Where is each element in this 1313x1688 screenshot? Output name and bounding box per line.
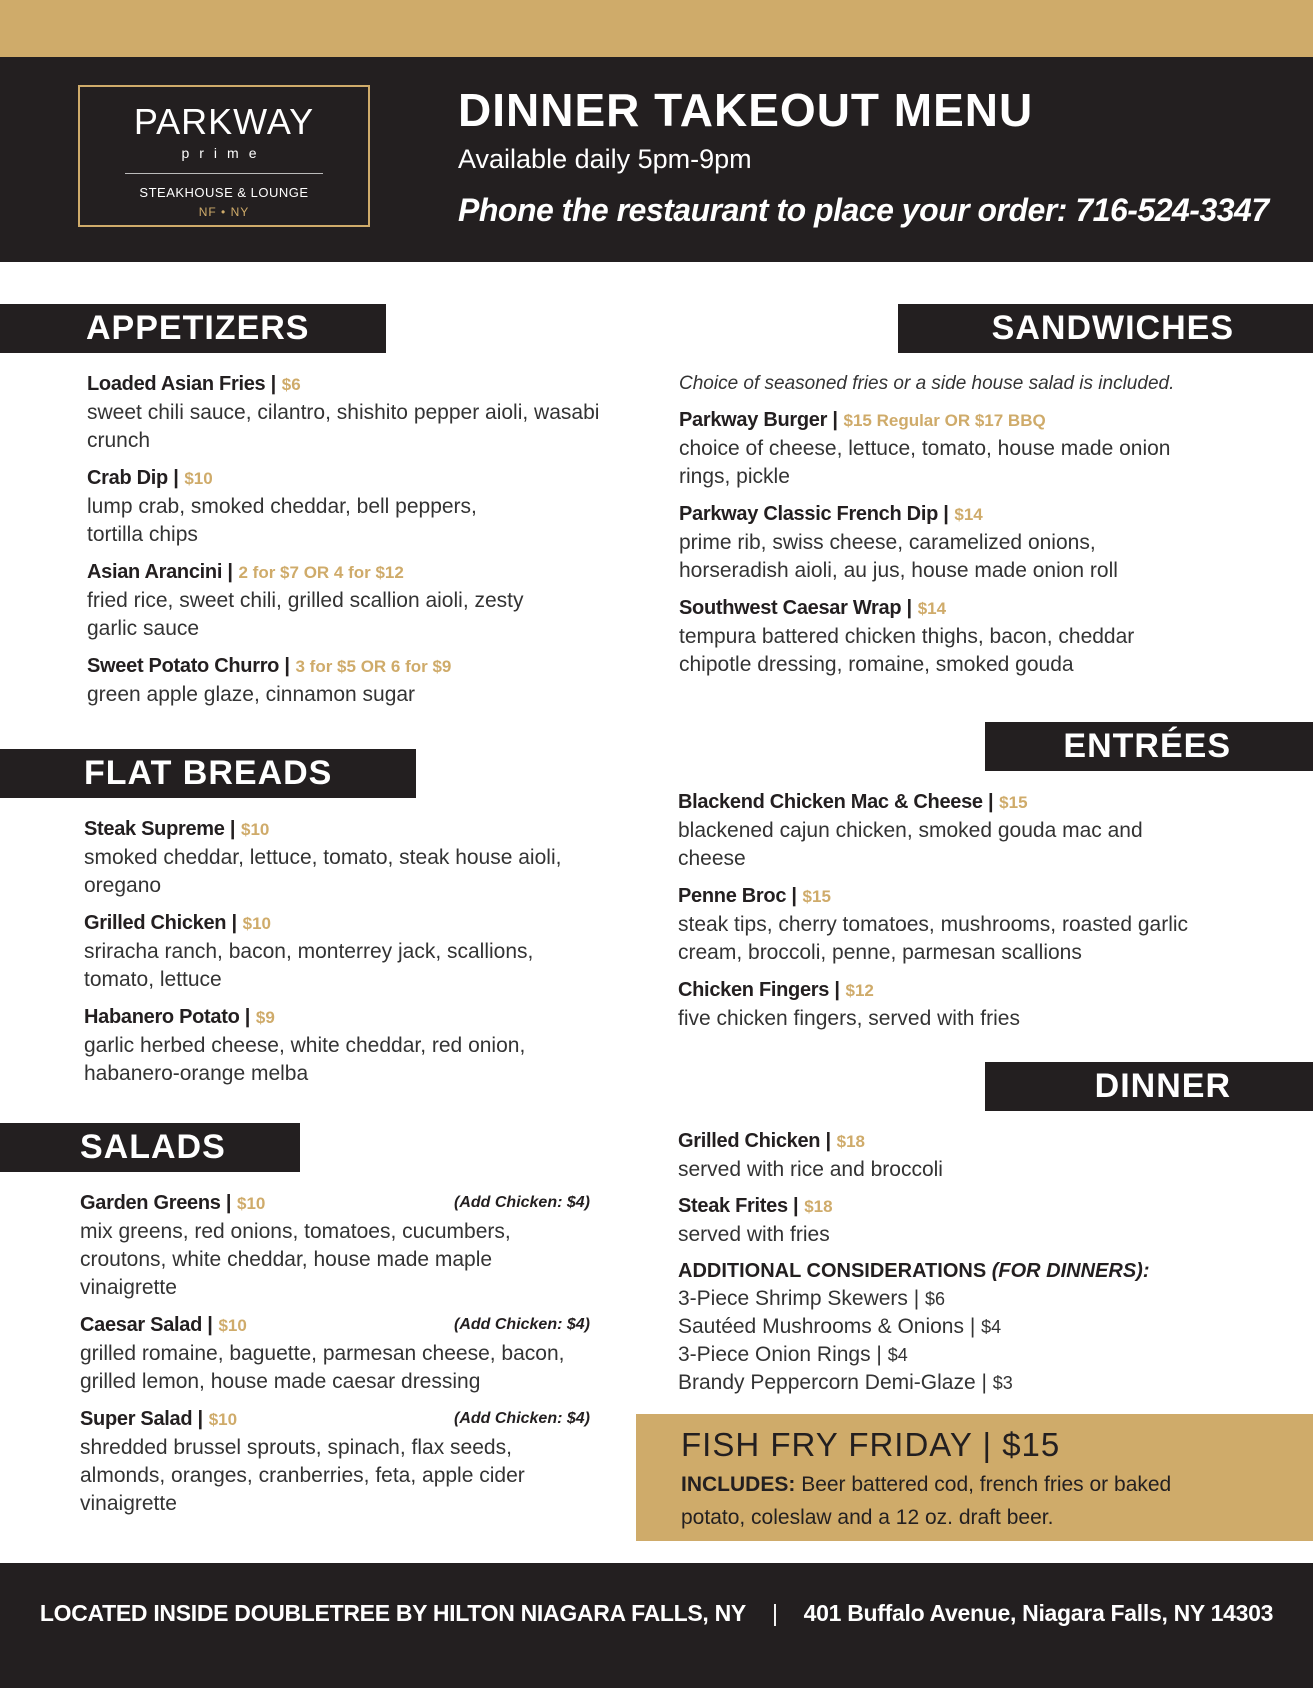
item-price: $10 — [237, 1194, 266, 1213]
menu-item — [87, 370, 627, 455]
item-name: Garden Greens | — [80, 1192, 232, 1214]
item-description: sriracha ranch, bacon, monterrey jack, scallions, tomato, lettuce — [84, 940, 534, 991]
item-price: $15 — [802, 887, 831, 906]
additional-heading-qualifier: (FOR DINNERS): — [991, 1260, 1150, 1282]
item-price: $12 — [845, 981, 874, 1000]
item-description: tempura battered chicken thighs, bacon, cheddar chipotle dressing, romaine, smoked gouda — [679, 625, 1135, 676]
item-description: sweet chili sauce, cilantro, shishito pepper aioli, wasabi crunch — [87, 401, 600, 452]
addon-item — [678, 1285, 1218, 1313]
item-price: $18 — [804, 1197, 833, 1216]
addon-item — [678, 1341, 1218, 1369]
item-description: five chicken fingers, served with fries — [678, 1007, 1020, 1030]
footer-separator: | — [771, 1600, 778, 1626]
menu-item — [678, 976, 1218, 1033]
item-price: $14 — [917, 599, 947, 618]
fish-fry-title: FISH FRY FRIDAY | $15 — [681, 1426, 1061, 1463]
logo-tagline: STEAKHOUSE & LOUNGE — [139, 185, 309, 200]
addon-price: $3 — [992, 1373, 1013, 1393]
section-header-sandwiches: SANDWICHES — [898, 304, 1313, 353]
item-name: Crab Dip | — [87, 467, 179, 489]
section-header-salads: SALADS — [0, 1123, 300, 1172]
add-chicken-note: (Add Chicken: $4) — [453, 1194, 590, 1211]
item-description: shredded brussel sprouts, spinach, flax seeds, almonds, oranges, cranberries, feta, apple cider vinaigrette — [80, 1436, 525, 1515]
menu-item — [87, 464, 627, 549]
page-title: DINNER TAKEOUT MENU — [458, 84, 1034, 136]
item-price: $9 — [255, 1008, 275, 1027]
salads-list — [80, 1189, 590, 1527]
menu-item — [80, 1311, 590, 1396]
logo-sub: prime — [181, 145, 267, 161]
appetizers-list — [87, 370, 627, 718]
item-description: steak tips, cherry tomatoes, mushrooms, roasted garlic cream, broccoli, penne, parmesan scallions — [678, 913, 1189, 964]
logo-divider — [125, 173, 323, 174]
item-description: mix greens, red onions, tomatoes, cucumbers, croutons, white cheddar, house made maple vinaigrette — [80, 1220, 511, 1299]
item-description: smoked cheddar, lettuce, tomato, steak house aioli, oregano — [84, 846, 562, 897]
item-price: $10 — [218, 1316, 247, 1335]
sandwiches-list — [679, 370, 1219, 688]
flatbreads-list — [84, 815, 604, 1097]
addon-name: Brandy Peppercorn Demi-Glaze | — [678, 1371, 987, 1394]
section-header-appetizers: APPETIZERS — [0, 304, 386, 353]
section-header-flatbreads: FLAT BREADS — [0, 749, 416, 798]
item-price: $6 — [281, 375, 301, 394]
fish-fry-details: Beer battered cod, french fries or baked potato, coleslaw and a 12 oz. draft beer. — [681, 1473, 1172, 1529]
item-price: $10 — [241, 820, 270, 839]
section-header-entrees: ENTRÉES — [985, 722, 1313, 771]
additional-heading-text: ADDITIONAL CONSIDERATIONS — [678, 1260, 987, 1282]
item-price: 2 for $7 OR 4 for $12 — [238, 563, 404, 582]
menu-item — [678, 882, 1218, 967]
item-price: $10 — [242, 914, 271, 933]
menu-item — [679, 500, 1219, 585]
item-name: Grilled Chicken | — [84, 912, 237, 934]
item-price: $18 — [836, 1132, 865, 1151]
item-name: Steak Supreme | — [84, 818, 236, 840]
addon-item — [678, 1369, 1218, 1397]
item-name: Habanero Potato | — [84, 1006, 251, 1028]
addon-name: 3-Piece Onion Rings | — [678, 1343, 882, 1366]
menu-item — [679, 594, 1219, 679]
item-description: served with fries — [678, 1223, 830, 1246]
logo-name: PARKWAY — [133, 101, 315, 142]
item-description: prime rib, swiss cheese, caramelized onions, horseradish aioli, au jus, house made onion roll — [679, 531, 1118, 582]
item-price: $14 — [954, 505, 983, 524]
menu-item — [679, 406, 1219, 491]
menu-item — [84, 1003, 604, 1088]
item-name: Parkway Burger | — [679, 409, 838, 431]
menu-item — [84, 815, 604, 900]
menu-item — [80, 1189, 590, 1302]
menu-item — [678, 1127, 1218, 1184]
item-description: choice of cheese, lettuce, tomato, house made onion rings, pickle — [679, 437, 1171, 488]
item-name: Chicken Fingers | — [678, 979, 840, 1001]
item-price: 3 for $5 OR 6 for $9 — [295, 657, 452, 676]
menu-item — [678, 1192, 1218, 1249]
menu-item — [80, 1405, 590, 1518]
section-header-dinner: DINNER — [985, 1062, 1313, 1111]
addon-price: $4 — [887, 1345, 908, 1365]
menu-item — [87, 558, 627, 643]
item-price: $15 — [999, 793, 1028, 812]
top-gold-band — [0, 0, 1313, 57]
sandwich-side-note: Choice of seasoned fries or a side house salad is included. — [679, 373, 1175, 394]
item-price: $10 — [208, 1410, 238, 1429]
item-name: Southwest Caesar Wrap | — [679, 597, 912, 619]
item-name: Super Salad | — [80, 1408, 203, 1430]
item-name: Caesar Salad | — [80, 1314, 213, 1336]
addon-price: $6 — [925, 1289, 946, 1309]
item-description: served with rice and broccoli — [678, 1158, 943, 1181]
fish-fry-includes-label: INCLUDES: — [681, 1473, 796, 1496]
item-description: blackened cajun chicken, smoked gouda mac and cheese — [678, 819, 1143, 870]
item-description: lump crab, smoked cheddar, bell peppers, tortilla chips — [87, 495, 477, 546]
item-name: Penne Broc | — [678, 885, 797, 907]
menu-item — [678, 788, 1218, 873]
addon-price: $4 — [981, 1317, 1002, 1337]
fish-fry-friday-box — [636, 1414, 1313, 1541]
item-description: grilled romaine, baguette, parmesan cheese, bacon, grilled lemon, house made caesar dressing — [80, 1342, 565, 1393]
entrees-list — [678, 788, 1218, 1042]
item-name: Blackend Chicken Mac & Cheese | — [678, 791, 994, 813]
restaurant-logo — [78, 85, 370, 227]
phone-order-text: Phone the restaurant to place your order: 716-524-3347 — [458, 192, 1269, 228]
additional-considerations-list — [678, 1285, 1218, 1397]
item-name: Parkway Classic French Dip | — [679, 503, 949, 525]
menu-item — [87, 652, 627, 709]
add-chicken-note: (Add Chicken: $4) — [453, 1316, 590, 1333]
addon-name: 3-Piece Shrimp Skewers | — [678, 1287, 920, 1310]
dinner-list — [678, 1127, 1218, 1397]
item-description: fried rice, sweet chili, grilled scallion aioli, zesty garlic sauce — [87, 589, 524, 640]
item-name: Loaded Asian Fries | — [87, 373, 276, 395]
item-price: $15 Regular OR $17 BBQ — [843, 411, 1046, 430]
item-description: green apple glaze, cinnamon sugar — [87, 683, 416, 706]
availability-text: Available daily 5pm-9pm — [458, 144, 752, 174]
addon-name: Sautéed Mushrooms & Onions | — [678, 1315, 976, 1338]
additional-considerations-heading — [678, 1257, 1218, 1285]
footer-bar — [0, 1563, 1313, 1688]
menu-item — [84, 909, 604, 994]
item-name: Grilled Chicken | — [678, 1130, 831, 1152]
footer-address: 401 Buffalo Avenue, Niagara Falls, NY 14303 — [803, 1600, 1274, 1626]
item-name: Steak Frites | — [678, 1195, 799, 1217]
footer-location: LOCATED INSIDE DOUBLETREE BY HILTON NIAGARA FALLS, NY — [39, 1600, 746, 1626]
addon-item — [678, 1313, 1218, 1341]
add-chicken-note: (Add Chicken: $4) — [453, 1410, 590, 1427]
logo-location: NF • NY — [198, 205, 250, 219]
item-description: garlic herbed cheese, white cheddar, red onion, habanero-orange melba — [84, 1034, 526, 1085]
fish-fry-description — [681, 1468, 1201, 1534]
item-name: Sweet Potato Churro | — [87, 655, 290, 677]
item-price: $10 — [184, 469, 213, 488]
item-name: Asian Arancini | — [87, 561, 233, 583]
